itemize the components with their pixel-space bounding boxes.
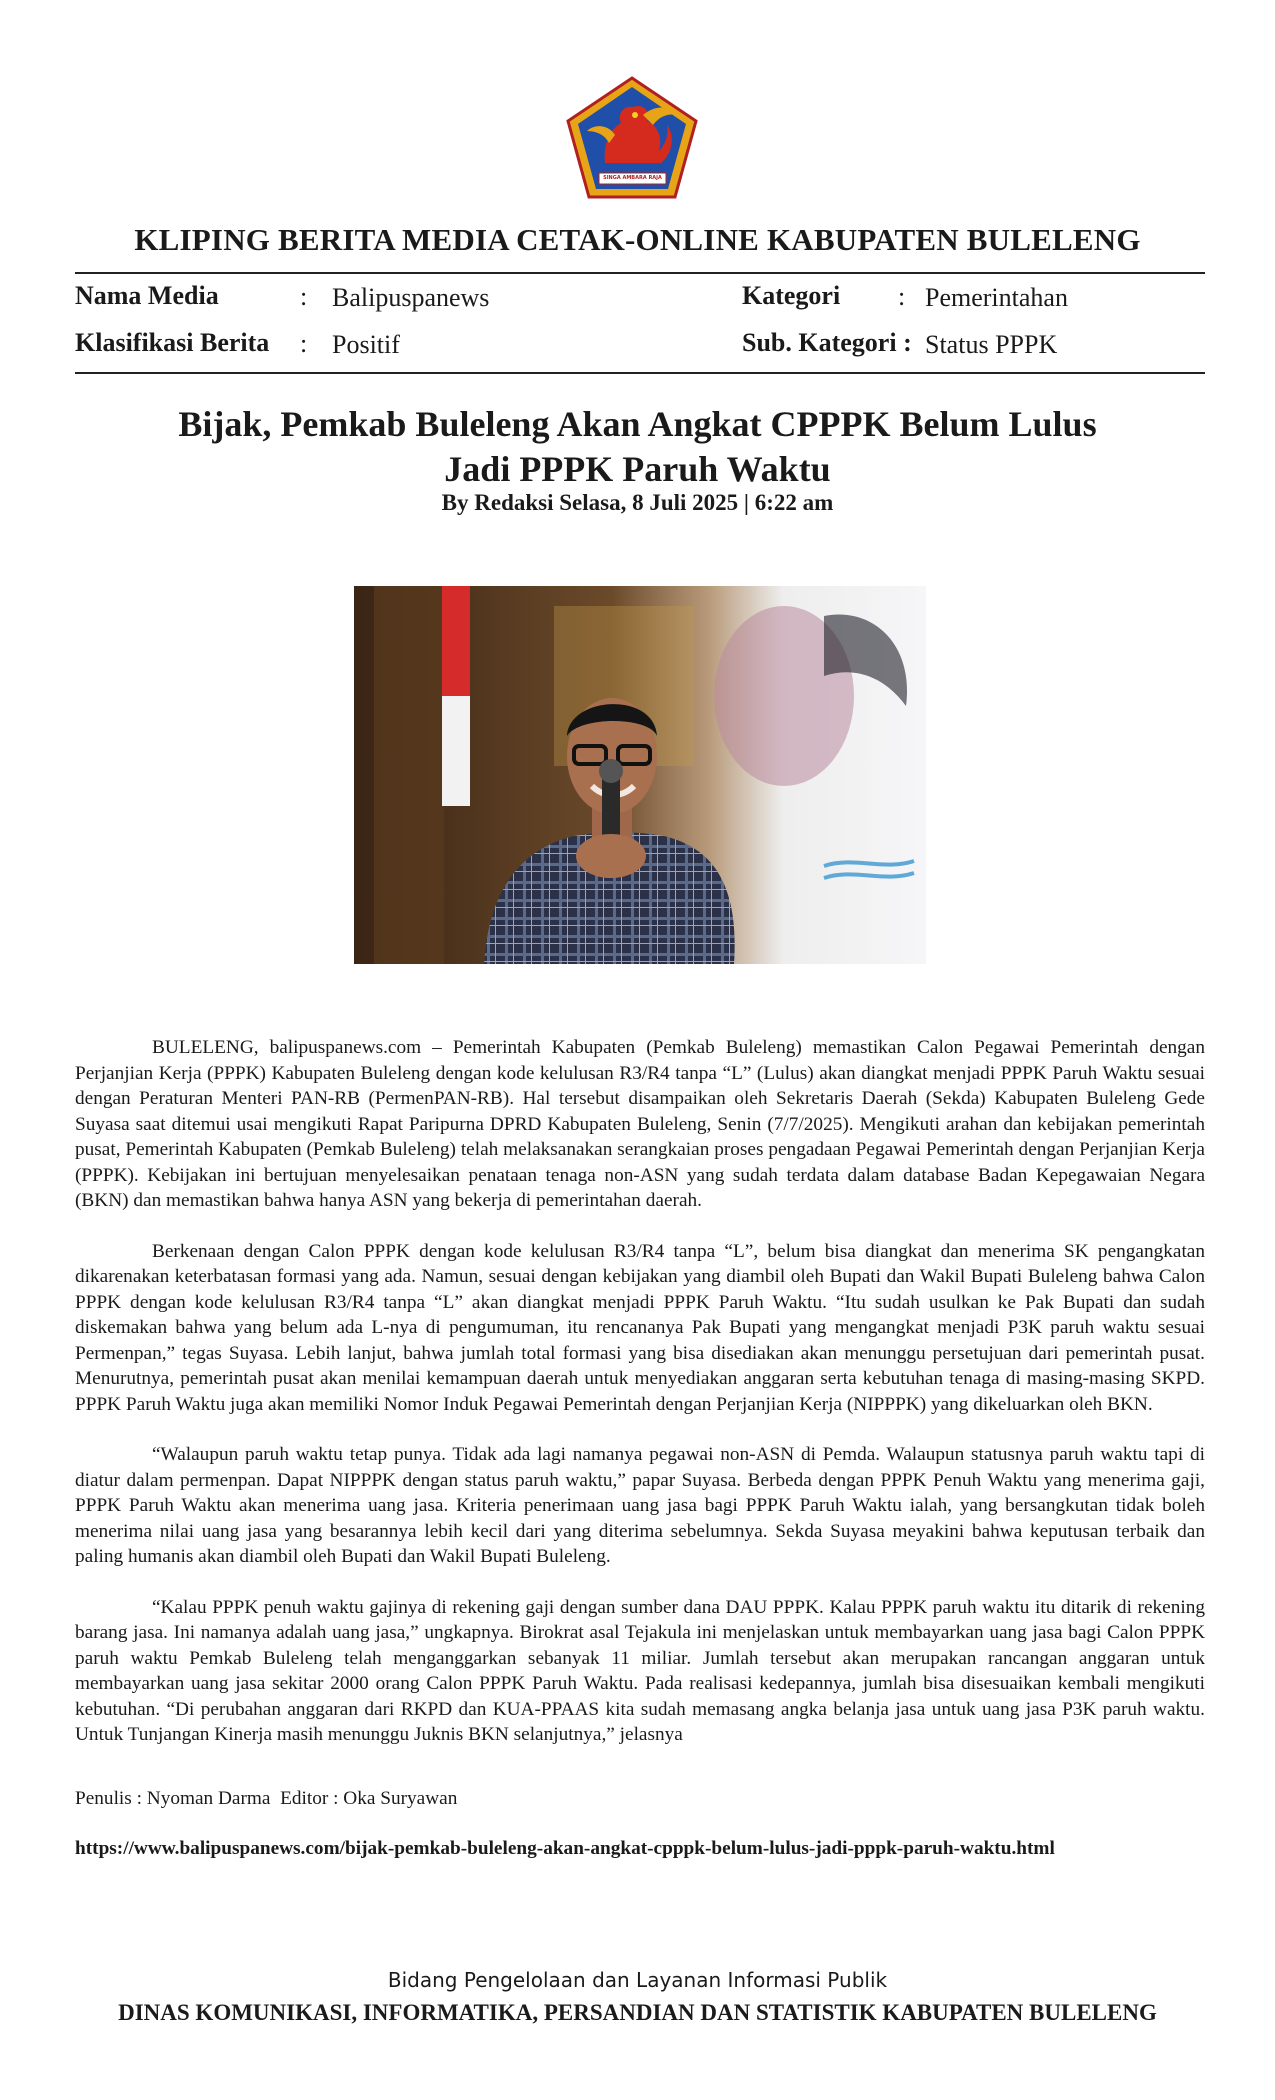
- article-title-line-1: Bijak, Pemkab Buleleng Akan Angkat CPPPK Belum Lulus: [178, 404, 1097, 444]
- article-title-line-2: Jadi PPPK Paruh Waktu: [444, 449, 831, 489]
- klasifikasi-colon: :: [300, 329, 308, 358]
- article-body: [75, 1035, 1205, 1773]
- klasifikasi-label: Klasifikasi Berita: [75, 328, 270, 357]
- article-title: [120, 402, 1155, 492]
- footer-agency: DINAS KOMUNIKASI, INFORMATIKA, PERSANDIAN DAN STATISTIK KABUPATEN BULELENG: [118, 2000, 1157, 2025]
- sub-kategori-label: Sub. Kategori :: [742, 328, 912, 357]
- header-top-rule: [75, 272, 1205, 274]
- nama-media-value: Balipuspanews: [332, 283, 490, 312]
- kategori-colon: :: [898, 282, 906, 311]
- nama-media-label: Nama Media: [75, 281, 219, 310]
- article-paragraph-1: BULELENG, balipuspanews.com – Pemerintah Kabupaten (Pemkab Buleleng) memastikan Calon Pegawai Pemerintah dengan Perjanjian Kerja (PPPK) Kabupaten Buleleng dengan kode kelulusan R3/R4 tanpa “L” (Lulus) akan diangkat menjadi PPPK Paruh Waktu sesuai dengan Peraturan Menteri PAN-RB (PermenPAN-RB). Hal tersebut disampaikan oleh Sekretaris Daerah (Sekda) Kabupaten Buleleng Gede Suyasa saat ditemui usai mengikuti Rapat Paripurna DPRD Kabupaten Buleleng, Senin (7/7/2025). Mengikuti arahan dan kebijakan pemerintah pusat, Pemerintah Kabupaten (Pemkab Buleleng) telah melaksanakan serangkaian proses pengadaan Pegawai Pemerintah dengan Perjanjian Kerja (PPPK). Kebijakan ini bertujuan menyelesaikan penataan tenaga non-ASN yang sudah terdata dalam database Badan Kepegawaian Negara (BKN) dan memastikan bahwa hanya ASN yang bekerja di pemerintahan daerah.: [75, 1037, 1205, 1211]
- nama-media-colon: :: [300, 282, 308, 311]
- article-paragraph-3: “Walaupun paruh waktu tetap punya. Tidak ada lagi namanya pegawai non-ASN di Pemda. Walaupun statusnya paruh waktu tapi di diatur dalam permenpan. Dapat NIPPPK dengan status paruh waktu,” papar Suyasa. Berbeda dengan PPPK Penuh Waktu yang menerima gaji, PPPK Paruh Waktu akan menerima uang jasa. Kriteria penerimaan uang jasa bagi PPPK Paruh Waktu ialah, yang bersangkutan tidak boleh menerima nilai uang jasa yang besarannya lebih kecil dari yang diterima sebelumnya. Sekda Suyasa meyakini bahwa keputusan terbaik dan paling humanis akan diambil oleh Bupati dan Wakil Bupati Buleleng.: [75, 1444, 1205, 1567]
- article-paragraph-4: “Kalau PPPK penuh waktu gajinya di rekening gaji dengan sumber dana DAU PPPK. Kalau PPPK paruh waktu itu ditarik di rekening barang jasa. Ini namanya adalah uang jasa,” ungkapnya. Birokrat asal Tejakula ini menjelaskan untuk membayarkan uang jasa bagi Calon PPPK paruh waktu Pemkab Buleleng telah menganggarkan sebanyak 11 miliar. Jumlah tersebut akan merupakan rancangan anggaran untuk membayarkan uang jasa sekitar 2000 orang Calon PPPK Paruh Waktu. Pada realisasi kedepannya, jumlah bisa disesuaikan kembali mengikuti kebutuhan. “Di perubahan anggaran dari RKPD dan KUA-PPAAS kita sudah memasang angka belanja jasa untuk uang jasa P3K paruh waktu. Untuk Tunjangan Kinerja masih menunggu Juknis BKN selanjutnya,” jelasnya: [75, 1596, 1205, 1745]
- footer-division: Bidang Pengelolaan dan Layanan Informasi Publik: [387, 1968, 888, 1992]
- source-url-link[interactable]: https://www.balipuspanews.com/bijak-pemkab-buleleng-akan-angkat-cpppk-belum-lulus-jadi-pppk-paruh-waktu.html: [75, 1838, 1055, 1859]
- article-byline: By Redaksi Selasa, 8 Juli 2025 | 6:22 am: [441, 490, 834, 515]
- klasifikasi-value: Positif: [332, 330, 400, 359]
- metadata-bottom-rule: [75, 372, 1205, 374]
- clipping-header-title: KLIPING BERITA MEDIA CETAK-ONLINE KABUPATEN BULELENG: [134, 222, 1141, 257]
- sub-kategori-value: Status PPPK: [925, 330, 1058, 359]
- article-photo: [354, 586, 926, 964]
- emblem-ribbon-text: SINGA AMBARA RAJA: [603, 175, 662, 181]
- kategori-label: Kategori: [742, 281, 841, 310]
- buleleng-emblem-logo: [565, 75, 700, 200]
- article-credits: Penulis : Nyoman Darma Editor : Oka Suryawan: [75, 1788, 458, 1809]
- article-paragraph-2: Berkenaan dengan Calon PPPK dengan kode kelulusan R3/R4 tanpa “L”, belum bisa diangkat dan menerima SK pengangkatan dikarenakan keterbatasan formasi yang ada. Namun, sesuai dengan kebijakan yang diambil oleh Bupati dan Wakil Bupati Buleleng bahwa Calon PPPK dengan kode kelulusan R3/R4 tanpa “L” akan diangkat menjadi PPPK Paruh Waktu. “Itu sudah usulkan ke Pak Bupati dan sudah diskemakan bahwa yang belum ada L-nya di pengumuman, itu rencananya Pak Bupati yang mengangkat menjadi P3K paruh waktu sesuai Permenpan,” tegas Suyasa. Lebih lanjut, bahwa jumlah total formasi yang bisa disediakan akan menunggu persetujuan dari pemerintah pusat. Menurutnya, pemerintah pusat akan menilai kemampuan daerah untuk menyediakan anggaran serta kebutuhan tenaga di masing-masing SKPD. PPPK Paruh Waktu juga akan memiliki Nomor Induk Pegawai Pemerintah dengan Perjanjian Kerja (NIPPPK) yang dikeluarkan oleh BKN.: [75, 1240, 1205, 1415]
- kategori-value: Pemerintahan: [925, 283, 1068, 312]
